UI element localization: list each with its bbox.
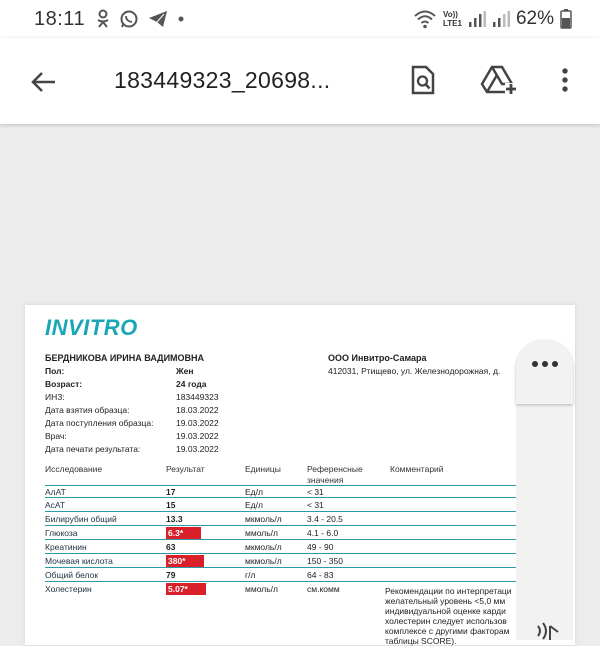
test-name: Глюкоза [45, 528, 78, 538]
header-reference-2: значения [307, 475, 344, 485]
document-title: 183449323_20698... [114, 67, 331, 93]
invitro-logo: INVITRO [45, 315, 138, 340]
header-test: Исследование [45, 464, 103, 474]
test-result-abnormal: 380* [166, 555, 204, 567]
test-reference: 3.4 - 20.5 [307, 514, 343, 524]
table-row [45, 485, 517, 498]
patient-name: БЕРДНИКОВА ИРИНА ВАДИМОВНА [45, 353, 205, 363]
test-unit: Ед/л [245, 500, 263, 510]
info-value: 18.03.2022 [176, 405, 219, 415]
comment-line: индивидуальной оценке карди [385, 606, 506, 616]
status-bar [0, 0, 600, 38]
header-reference: Референсные [307, 464, 363, 474]
floating-more-button[interactable] [516, 340, 573, 404]
document-page [25, 305, 575, 645]
info-row-age [45, 379, 305, 391]
test-name: Холестерин [45, 584, 92, 594]
back-arrow-icon [31, 71, 57, 93]
dot-icon [177, 15, 185, 23]
volte-label: Vo)) [443, 10, 458, 19]
info-value: 19.03.2022 [176, 431, 219, 441]
info-row-sample-date [45, 405, 305, 417]
audio-icon [534, 622, 562, 640]
header-result: Результат [166, 464, 205, 474]
test-unit: ммоль/л [245, 528, 278, 538]
comment-line: Рекомендации по интерпретаци [385, 586, 512, 596]
test-result: 15 [166, 500, 176, 510]
test-unit: Ед/л [245, 487, 263, 497]
cholesterol-comment [385, 586, 525, 646]
test-unit: г/л [245, 570, 256, 580]
header-units: Единицы [245, 464, 281, 474]
lab-name: ООО Инвитро-Самара [328, 353, 427, 363]
lab-address: 412031, Ртищево, ул. Железнодорожная, д. [328, 366, 501, 376]
comment-line: комплексе с другими факторам [385, 626, 510, 636]
table-row [45, 569, 517, 582]
test-name: Общий белок [45, 570, 99, 580]
table-row [45, 513, 517, 526]
test-result: 17 [166, 487, 176, 497]
system-icons [413, 7, 572, 31]
test-unit: мкмоль/л [245, 542, 282, 552]
info-key: ИНЗ: [45, 392, 65, 402]
whatsapp-icon [119, 9, 139, 29]
info-row-doctor [45, 431, 305, 443]
comment-line: желательный уровень <5,0 мм [385, 596, 506, 606]
info-value: Жен [176, 366, 194, 376]
info-key: Пол: [45, 366, 65, 376]
odnoklassniki-icon [96, 9, 110, 29]
info-row-print-date [45, 444, 305, 456]
info-row-sex [45, 366, 305, 378]
test-result-abnormal: 5.07* [166, 583, 206, 595]
table-row [45, 541, 517, 554]
test-reference: 64 - 83 [307, 570, 334, 580]
table-row [45, 527, 517, 540]
battery-percent: 62% [515, 8, 554, 29]
volte-indicator [443, 10, 462, 28]
info-value: 24 года [176, 379, 207, 389]
add-to-drive-button[interactable] [479, 60, 519, 100]
info-key: Врач: [45, 431, 67, 441]
notification-icons [96, 8, 185, 30]
header-comment: Комментарий [390, 464, 444, 474]
signal-icon-2 [492, 10, 510, 28]
test-name: Билирубин общий [45, 514, 117, 524]
overflow-menu-button[interactable] [545, 60, 585, 100]
info-value: 19.03.2022 [176, 418, 219, 428]
info-row-inz [45, 392, 305, 404]
test-name: Мочевая кислота [45, 556, 113, 566]
wifi-icon [413, 9, 437, 29]
signal-icon-1 [468, 10, 486, 28]
info-value: 183449323 [176, 392, 219, 402]
test-result: 79 [166, 570, 176, 580]
more-vert-icon [561, 67, 569, 93]
info-value: 19.03.2022 [176, 444, 219, 454]
clock: 18:11 [34, 8, 86, 30]
test-name: АлАТ [45, 487, 66, 497]
info-key: Дата поступления образца: [45, 418, 154, 428]
test-name: АсАТ [45, 500, 66, 510]
test-result: 13.3 [166, 514, 183, 524]
side-panel [516, 404, 573, 640]
table-row [45, 499, 517, 512]
app-bar [0, 38, 600, 124]
lte-label: LTE1 [443, 19, 462, 28]
test-unit: мкмоль/л [245, 556, 282, 566]
battery-icon [560, 9, 572, 29]
test-reference: 150 - 350 [307, 556, 343, 566]
info-key: Дата взятия образца: [45, 405, 130, 415]
info-row-receipt-date [45, 418, 305, 430]
read-aloud-button[interactable] [534, 622, 562, 640]
info-key: Возраст: [45, 379, 83, 389]
comment-line: холестерин следует использов [385, 616, 507, 626]
test-name: Креатинин [45, 542, 87, 552]
test-reference: 4.1 - 6.0 [307, 528, 339, 538]
search-document-icon [410, 65, 436, 95]
test-reference: 49 - 90 [307, 542, 334, 552]
test-unit: мкмоль/л [245, 514, 282, 524]
test-result-abnormal: 6.3* [166, 527, 201, 539]
comment-line: таблицы SCORE). [385, 636, 457, 646]
telegram-icon [148, 10, 168, 28]
test-reference: < 31 [307, 487, 324, 497]
drive-add-icon [481, 65, 517, 95]
test-unit: ммоль/л [245, 584, 278, 594]
test-reference: см.комм [307, 584, 340, 594]
test-reference: < 31 [307, 500, 324, 510]
test-result: 63 [166, 542, 176, 552]
search-in-document-button[interactable] [403, 60, 443, 100]
more-horiz-icon [530, 360, 560, 368]
info-key: Дата печати результата: [45, 444, 141, 454]
table-row [45, 555, 517, 568]
back-button[interactable] [24, 62, 64, 102]
